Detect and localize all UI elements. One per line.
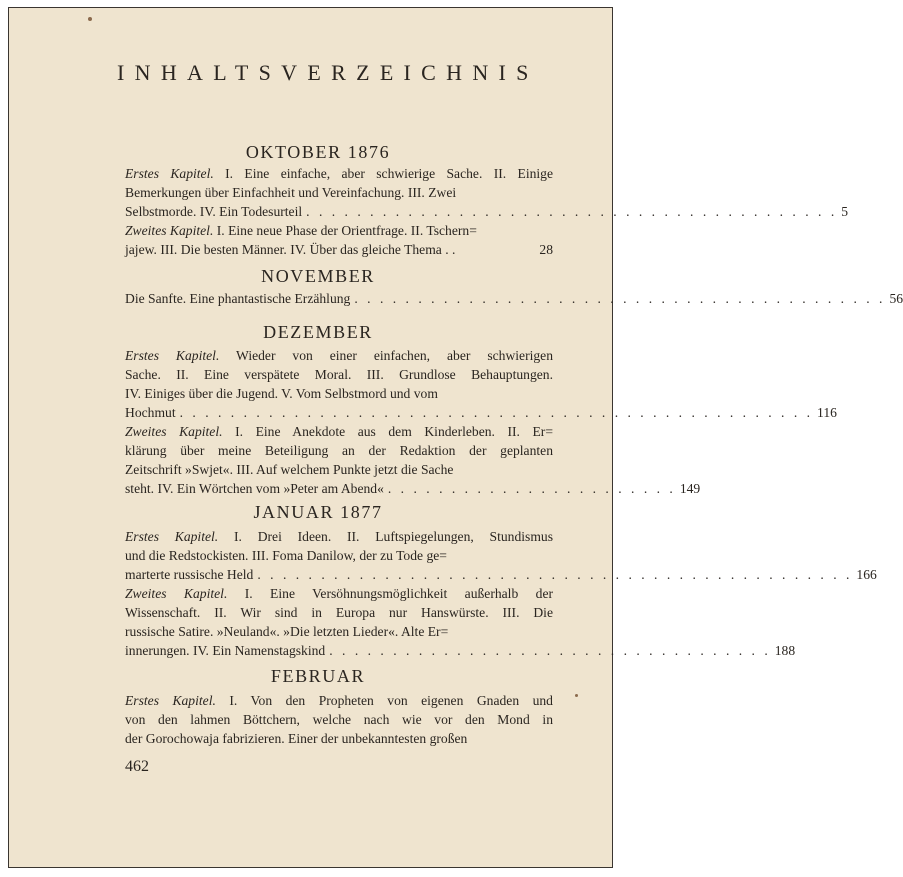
toc-line: Bemerkungen über Einfachheit und Vereinfachung. III. Zwei [125, 185, 457, 200]
toc-text: Die Sanfte. Eine phantastische Erzählung [125, 291, 351, 306]
toc-text: Selbstmorde. IV. Ein Todesurteil [125, 204, 303, 219]
toc-text: I. Von den Propheten von eigenen Gnaden und [215, 693, 553, 708]
section-body-februar [125, 691, 553, 748]
chapter-label: Erstes Kapitel. [125, 166, 214, 181]
toc-line [125, 164, 553, 183]
toc-line: Wissenschaft. II. Wir sind in Europa nur Hanswürste. III. Die [125, 605, 553, 620]
chapter-label: Zweites Kapitel. [125, 223, 214, 238]
toc-entry [125, 641, 796, 660]
toc-text: I. Drei Ideen. II. Luftspiegelungen, Stundismus [218, 529, 553, 544]
chapter-label: Erstes Kapitel. [125, 348, 220, 363]
toc-line [125, 527, 553, 546]
section-heading-dezember: DEZEMBER [263, 322, 373, 342]
toc-entry [125, 240, 553, 259]
toc-entry [125, 565, 877, 584]
toc-text: Hochmut [125, 405, 176, 420]
toc-entry [125, 289, 903, 308]
section-heading-februar: FEBRUAR [270, 666, 366, 686]
page-number: 188 [774, 643, 796, 658]
page-number: 56 [889, 291, 903, 306]
toc-text: steht. IV. Ein Wörtchen vom »Peter am Abend« [125, 481, 384, 496]
toc-line [125, 584, 553, 603]
toc-line: IV. Einiges über die Jugend. V. Vom Selbstmord und vom [125, 386, 438, 401]
section-heading-oktober: OKTOBER 1876 [245, 142, 391, 162]
toc-text: I. Eine einfache, aber schwierige Sache. II. Einige [213, 166, 553, 181]
section-body-oktober [125, 164, 849, 259]
toc-line: der Gorochowaja fabrizieren. Einer der unbekanntesten großen [125, 731, 468, 746]
section-heading-november: NOVEMBER [261, 266, 375, 286]
leader-dots: . . . . . . . . . . . . . . . . . . . . . . . . . . . . . . . . . . . [329, 643, 771, 658]
toc-line: und die Redstockisten. III. Foma Danilow, der zu Tode ge= [125, 548, 447, 563]
toc-line: von den lahmen Böttchern, welche nach wie vor den Mond in [125, 712, 553, 727]
leader-dots: . . . . . . . . . . . . . . . . . . . . . . . . . . . . . . . . . . . . . . . . . . . . . . . . . . [179, 405, 814, 420]
section-body-dezember [125, 346, 837, 498]
section-body-januar [125, 527, 877, 660]
toc-line: klärung über meine Beteiligung an der Redaktion der geplanten [125, 443, 553, 458]
page-number: 149 [679, 481, 701, 496]
page-folio-number: 462 [125, 758, 149, 775]
toc-line [125, 346, 553, 365]
toc-line: Zeitschrift »Swjet«. III. Auf welchem Punkte jetzt die Sache [125, 462, 454, 477]
chapter-label: Erstes Kapitel. [125, 529, 219, 544]
chapter-label: Zweites Kapitel. [125, 424, 223, 439]
leader-dots: . . . . . . . . . . . . . . . . . . . . . . . [387, 481, 676, 496]
toc-text: marterte russische Held [125, 567, 254, 582]
page-number: 28 [539, 242, 553, 257]
page-number: 166 [856, 567, 877, 582]
section-heading-januar: JANUAR 1877 [253, 502, 383, 522]
toc-text: jajew. III. Die besten Männer. IV. Über das gleiche Thema . . [125, 242, 456, 257]
leader-dots: . . . . . . . . . . . . . . . . . . . . . . . . . . . . . . . . . . . . . . . . . . [354, 291, 886, 306]
section-body-november [125, 289, 903, 308]
toc-entry [125, 202, 849, 221]
paper-speck [88, 17, 92, 21]
toc-entry [125, 479, 701, 498]
leader-dots: . . . . . . . . . . . . . . . . . . . . . . . . . . . . . . . . . . . . . . . . . . [306, 204, 838, 219]
toc-line: russische Satire. »Neuland«. »Die letzten Lieder«. Alte Er= [125, 624, 449, 639]
page-number: 5 [841, 204, 849, 219]
toc-text: I. Eine neue Phase der Orientfrage. II. Tschern= [213, 223, 477, 238]
toc-text: I. Eine Versöhnungsmöglichkeit außerhalb der [227, 586, 554, 601]
toc-line [125, 422, 553, 441]
toc-text: innerungen. IV. Ein Namenstagskind [125, 643, 326, 658]
chapter-label: Zweites Kapitel. [125, 586, 228, 601]
toc-text: I. Eine Anekdote aus dem Kinderleben. II. Er= [222, 424, 554, 439]
toc-line [125, 691, 553, 710]
paper-speck [575, 694, 578, 697]
chapter-label: Erstes Kapitel. [125, 693, 216, 708]
toc-line [125, 221, 553, 240]
toc-entry [125, 403, 837, 422]
page-title: INHALTSVERZEICHNIS [117, 60, 539, 85]
toc-text: Wieder von einer einfachen, aber schwierigen [219, 348, 553, 363]
toc-line: Sache. II. Eine verspätete Moral. III. Grundlose Behauptungen. [125, 367, 553, 382]
page-number: 116 [817, 405, 837, 420]
book-page [8, 7, 903, 868]
leader-dots: . . . . . . . . . . . . . . . . . . . . . . . . . . . . . . . . . . . . . . . . . . . . . . . [257, 567, 853, 582]
